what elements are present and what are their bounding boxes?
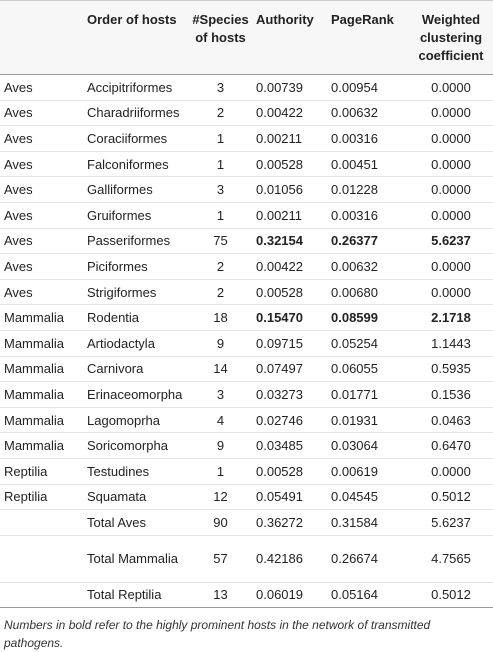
- wcc-cell: 0.0000: [409, 202, 493, 228]
- species-cell: 2: [187, 100, 254, 126]
- table-row: [0, 75, 493, 101]
- wcc-cell: 0.0000: [409, 126, 493, 152]
- order-cell: Coraciiformes: [84, 126, 187, 152]
- authority-cell: 0.03273: [254, 382, 329, 408]
- order-cell: Accipitriformes: [84, 75, 187, 101]
- header-wcc: Weighted clustering coefficient: [409, 1, 493, 75]
- order-cell: Piciformes: [84, 254, 187, 280]
- species-cell: 14: [187, 356, 254, 382]
- order-cell: Galliformes: [84, 177, 187, 203]
- pagerank-cell: 0.31584: [329, 510, 409, 536]
- species-cell: 1: [187, 202, 254, 228]
- header-authority: Authority: [254, 1, 329, 75]
- species-cell: 4: [187, 407, 254, 433]
- class-cell: Aves: [0, 151, 84, 177]
- species-cell: 75: [187, 228, 254, 254]
- authority-cell: 0.00211: [254, 202, 329, 228]
- order-cell: Total Mammalia: [84, 535, 187, 582]
- species-cell: 3: [187, 75, 254, 101]
- class-cell: Aves: [0, 100, 84, 126]
- order-cell: Strigiformes: [84, 279, 187, 305]
- class-cell: Mammalia: [0, 330, 84, 356]
- table-row: [0, 100, 493, 126]
- header-row: [0, 1, 493, 75]
- pagerank-cell: 0.00619: [329, 458, 409, 484]
- class-cell: [0, 582, 84, 608]
- table-body: [0, 75, 493, 608]
- order-cell: Gruiformes: [84, 202, 187, 228]
- authority-cell: 0.15470: [254, 305, 329, 331]
- authority-cell: 0.00422: [254, 254, 329, 280]
- authority-cell: 0.05491: [254, 484, 329, 510]
- order-cell: Carnivora: [84, 356, 187, 382]
- pagerank-cell: 0.08599: [329, 305, 409, 331]
- table-row: [0, 484, 493, 510]
- authority-cell: 0.03485: [254, 433, 329, 459]
- species-cell: 90: [187, 510, 254, 536]
- authority-cell: 0.32154: [254, 228, 329, 254]
- order-cell: Charadriiformes: [84, 100, 187, 126]
- species-cell: 18: [187, 305, 254, 331]
- species-cell: 2: [187, 279, 254, 305]
- table-row: [0, 510, 493, 536]
- class-cell: Aves: [0, 202, 84, 228]
- authority-cell: 0.09715: [254, 330, 329, 356]
- species-cell: 1: [187, 458, 254, 484]
- wcc-cell: 1.1443: [409, 330, 493, 356]
- wcc-cell: 0.6470: [409, 433, 493, 459]
- order-cell: Total Aves: [84, 510, 187, 536]
- authority-cell: 0.00739: [254, 75, 329, 101]
- order-cell: Total Reptilia: [84, 582, 187, 608]
- authority-cell: 0.00528: [254, 458, 329, 484]
- wcc-cell: 0.0463: [409, 407, 493, 433]
- order-cell: Lagomoprha: [84, 407, 187, 433]
- class-cell: Aves: [0, 75, 84, 101]
- pagerank-cell: 0.00632: [329, 254, 409, 280]
- class-cell: Mammalia: [0, 407, 84, 433]
- wcc-cell: 0.0000: [409, 279, 493, 305]
- table-row: [0, 330, 493, 356]
- order-cell: Erinaceomorpha: [84, 382, 187, 408]
- class-cell: Aves: [0, 228, 84, 254]
- order-cell: Artiodactyla: [84, 330, 187, 356]
- table-row: [0, 356, 493, 382]
- table-row: [0, 177, 493, 203]
- order-cell: Passeriformes: [84, 228, 187, 254]
- header-species: #Species of hosts: [187, 1, 254, 75]
- species-cell: 1: [187, 126, 254, 152]
- authority-cell: 0.06019: [254, 582, 329, 608]
- species-cell: 1: [187, 151, 254, 177]
- wcc-cell: 2.1718: [409, 305, 493, 331]
- pagerank-cell: 0.03064: [329, 433, 409, 459]
- pagerank-cell: 0.00954: [329, 75, 409, 101]
- wcc-cell: 0.5935: [409, 356, 493, 382]
- species-cell: 12: [187, 484, 254, 510]
- pagerank-cell: 0.26674: [329, 535, 409, 582]
- order-cell: Soricomorpha: [84, 433, 187, 459]
- pagerank-cell: 0.00316: [329, 202, 409, 228]
- authority-cell: 0.00528: [254, 151, 329, 177]
- order-cell: Testudines: [84, 458, 187, 484]
- wcc-cell: 5.6237: [409, 228, 493, 254]
- authority-cell: 0.36272: [254, 510, 329, 536]
- header-pagerank: PageRank: [329, 1, 409, 75]
- table-row: [0, 279, 493, 305]
- class-cell: Mammalia: [0, 382, 84, 408]
- wcc-cell: 0.0000: [409, 254, 493, 280]
- species-cell: 13: [187, 582, 254, 608]
- class-cell: [0, 510, 84, 536]
- wcc-cell: 0.0000: [409, 75, 493, 101]
- species-cell: 3: [187, 177, 254, 203]
- table-row: [0, 382, 493, 408]
- table-row: [0, 254, 493, 280]
- wcc-cell: 0.0000: [409, 177, 493, 203]
- table-row: [0, 305, 493, 331]
- class-cell: Aves: [0, 177, 84, 203]
- pagerank-cell: 0.00316: [329, 126, 409, 152]
- class-cell: Mammalia: [0, 305, 84, 331]
- table-row: [0, 126, 493, 152]
- class-cell: Aves: [0, 254, 84, 280]
- order-cell: Squamata: [84, 484, 187, 510]
- table-row: [0, 582, 493, 608]
- class-cell: [0, 535, 84, 582]
- pagerank-cell: 0.00680: [329, 279, 409, 305]
- table-row: [0, 433, 493, 459]
- class-cell: Aves: [0, 126, 84, 152]
- species-cell: 9: [187, 433, 254, 459]
- class-cell: Mammalia: [0, 433, 84, 459]
- authority-cell: 0.42186: [254, 535, 329, 582]
- wcc-cell: 0.1536: [409, 382, 493, 408]
- table-footnote: Numbers in bold refer to the highly prominent hosts in the network of transmitted pathogens.: [4, 618, 431, 651]
- order-cell: Rodentia: [84, 305, 187, 331]
- species-cell: 57: [187, 535, 254, 582]
- table-row: [0, 202, 493, 228]
- pagerank-cell: 0.01228: [329, 177, 409, 203]
- pagerank-cell: 0.04545: [329, 484, 409, 510]
- order-cell: Falconiformes: [84, 151, 187, 177]
- table-row: [0, 535, 493, 582]
- table-row: [0, 228, 493, 254]
- pagerank-cell: 0.06055: [329, 356, 409, 382]
- pagerank-cell: 0.01771: [329, 382, 409, 408]
- table-row: [0, 151, 493, 177]
- class-cell: Aves: [0, 279, 84, 305]
- wcc-cell: 0.5012: [409, 582, 493, 608]
- wcc-cell: 0.0000: [409, 151, 493, 177]
- header-class: [0, 1, 84, 75]
- authority-cell: 0.00422: [254, 100, 329, 126]
- wcc-cell: 0.0000: [409, 458, 493, 484]
- pagerank-cell: 0.05164: [329, 582, 409, 608]
- wcc-cell: 0.5012: [409, 484, 493, 510]
- wcc-cell: 0.0000: [409, 100, 493, 126]
- header-order: Order of hosts: [84, 1, 187, 75]
- pagerank-cell: 0.26377: [329, 228, 409, 254]
- species-cell: 9: [187, 330, 254, 356]
- authority-cell: 0.02746: [254, 407, 329, 433]
- pagerank-cell: 0.05254: [329, 330, 409, 356]
- class-cell: Reptilia: [0, 484, 84, 510]
- wcc-cell: 5.6237: [409, 510, 493, 536]
- pagerank-cell: 0.01931: [329, 407, 409, 433]
- class-cell: Reptilia: [0, 458, 84, 484]
- authority-cell: 0.00211: [254, 126, 329, 152]
- authority-cell: 0.07497: [254, 356, 329, 382]
- authority-cell: 0.01056: [254, 177, 329, 203]
- species-cell: 2: [187, 254, 254, 280]
- table-row: [0, 458, 493, 484]
- pagerank-cell: 0.00632: [329, 100, 409, 126]
- class-cell: Mammalia: [0, 356, 84, 382]
- pagerank-cell: 0.00451: [329, 151, 409, 177]
- species-cell: 3: [187, 382, 254, 408]
- authority-cell: 0.00528: [254, 279, 329, 305]
- wcc-cell: 4.7565: [409, 535, 493, 582]
- table-row: [0, 407, 493, 433]
